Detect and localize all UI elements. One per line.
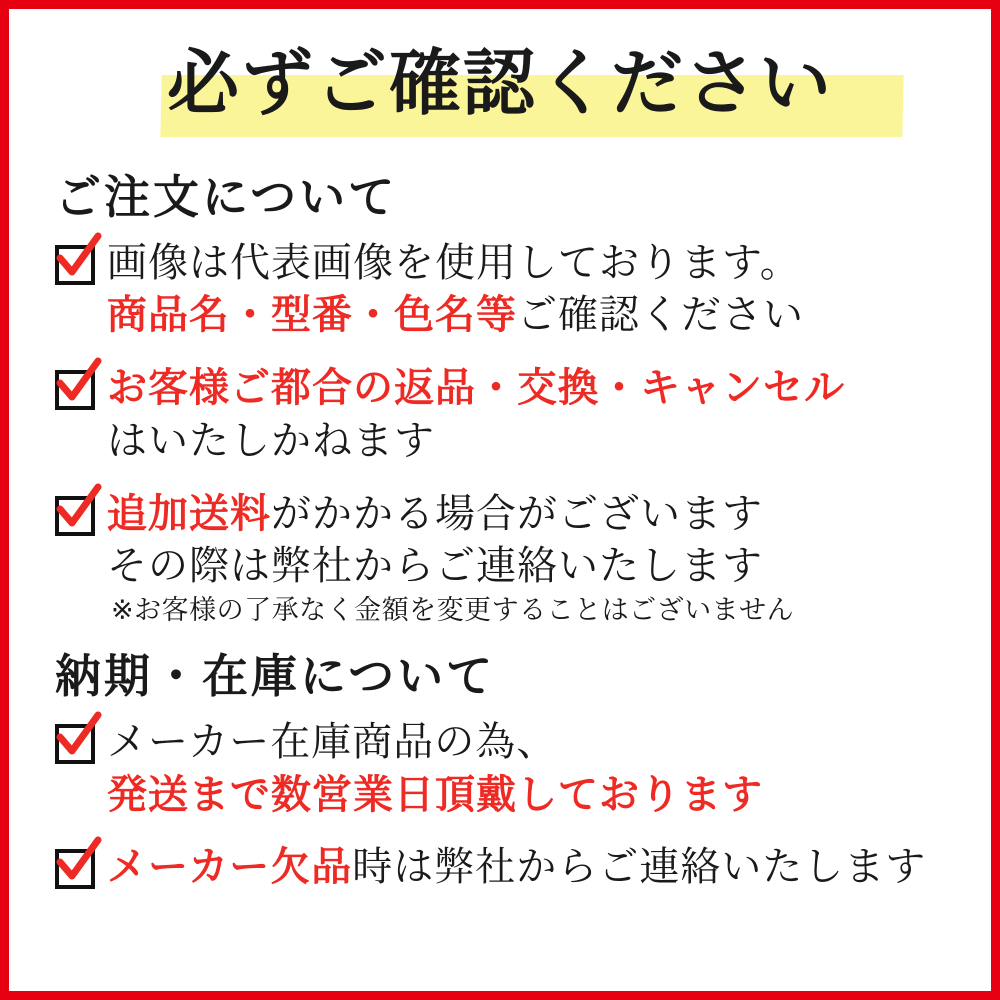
notice-line-red-segment: 追加送料 <box>107 490 271 537</box>
checkbox-icon <box>55 370 95 410</box>
notice-line: お客様ご都合の返品・交換・キャンセル <box>107 365 845 412</box>
notice-line-mixed <box>107 841 951 894</box>
notice-item-no-returns <box>55 362 951 468</box>
checkbox-icon <box>55 849 95 889</box>
notice-item-lines <box>107 841 951 894</box>
checkbox-icon <box>55 496 95 536</box>
notice-item-maker-stock <box>55 716 951 822</box>
notice-line-dark-segment: 時は弊社からご連絡いたします <box>352 844 927 891</box>
notice-item-lines <box>107 488 951 629</box>
checkbox-icon <box>55 245 95 285</box>
notice-line-mixed <box>107 488 951 541</box>
notice-item-representative-image <box>55 237 951 343</box>
frame-border-right <box>991 0 1000 1000</box>
notice-line-dark-segment: がかかる場合がございます <box>271 490 763 537</box>
frame-border-left <box>0 0 9 1000</box>
title-text: 必ずご確認ください <box>166 41 833 125</box>
frame-border-bottom <box>0 991 1000 1000</box>
notice-item-lines <box>107 362 951 468</box>
notice-line: メーカー在庫商品の為、 <box>107 718 558 765</box>
notice-item-lines <box>107 237 951 343</box>
notice-line: 画像は代表画像を使用しております。 <box>107 239 801 286</box>
notice-content <box>9 9 991 991</box>
notice-line-red-segment: 商品名・型番・色名等 <box>107 292 517 339</box>
notice-line: 発送まで数営業日頂戴しております <box>107 771 763 818</box>
section-heading-orders: ご注文について <box>55 170 398 224</box>
checkbox-icon <box>55 724 95 764</box>
notice-item-lines <box>107 716 951 822</box>
section-heading-delivery: 納期・在庫について <box>55 649 496 704</box>
notice-item-maker-shortage <box>55 841 951 894</box>
page-title <box>49 37 951 147</box>
notice-line-red-segment: メーカー欠品 <box>107 844 353 891</box>
notice-item-extra-shipping <box>55 488 951 629</box>
notice-line-dark-segment: ご確認ください <box>517 292 804 339</box>
notice-footnote: ※お客様の了承なく金額を変更することはございません <box>111 595 795 627</box>
notice-line-mixed <box>107 289 951 342</box>
notice-line: その際は弊社からご連絡いたします <box>107 543 763 590</box>
frame-border-top <box>0 0 1000 9</box>
notice-line: はいたしかねます <box>107 417 435 464</box>
